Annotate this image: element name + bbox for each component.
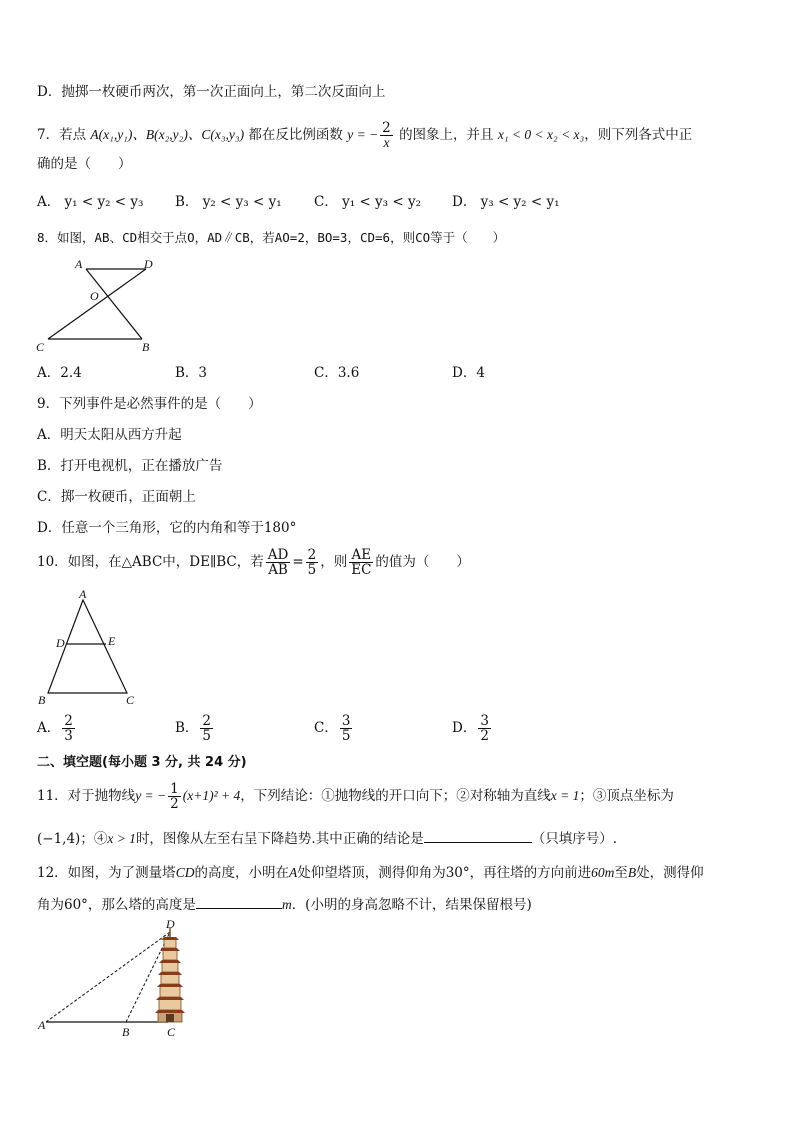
- q12-a: A: [288, 865, 298, 880]
- q9-option-d: D．任意一个三角形，它的内角和等于180°: [37, 520, 297, 536]
- q10-label-d: D: [56, 636, 65, 650]
- q11-tail2: ；③顶点坐标为: [579, 788, 674, 804]
- q12-distance: 60m: [591, 865, 615, 880]
- q10-fraction-2-5: [306, 548, 319, 577]
- q10-option-c: [314, 714, 354, 743]
- q10-option-d-den: 2: [480, 728, 489, 744]
- q10-equals: =: [292, 554, 304, 570]
- q7-func-lhs: y = −: [347, 127, 379, 142]
- q10-label-c: C: [126, 693, 135, 707]
- q11-func-b: (x+1)² + 4: [182, 788, 241, 803]
- q10-f3-num: AE: [349, 548, 373, 563]
- q7-func-den: x: [383, 135, 390, 150]
- q11-line1: [37, 782, 674, 811]
- q12-line1-e: 处，测得仰: [636, 865, 704, 881]
- q12-figure: [30, 918, 210, 1040]
- q8-label-a: A: [75, 257, 83, 271]
- q11-tail: ，下列结论：①抛物线的开口向下；②对称轴为直线: [240, 788, 551, 804]
- q12-line1-a: 12．如图，为了测量塔: [37, 865, 176, 881]
- q8-option-d: D．4: [452, 365, 485, 381]
- q7-stem: [37, 121, 692, 150]
- q10-prefix: 10．如图，在△ABC中，DE∥BC，若: [37, 554, 264, 570]
- q10-option-d-num: 3: [480, 713, 489, 729]
- q10-option-c-num: 3: [341, 713, 351, 729]
- q12-cd: CD: [175, 865, 195, 880]
- q8-label-b: B: [142, 340, 150, 354]
- q10-f1-num: AD: [267, 547, 289, 563]
- q12-line1-c: 处仰望塔顶，测得仰角为30°，再往塔的方向前进: [297, 865, 592, 881]
- q12-line1-b: 的高度，小明在: [194, 865, 289, 881]
- q11-prefix: 11．对于抛物线: [37, 788, 136, 804]
- q11-item4: ；④: [80, 831, 108, 847]
- q11-func-a: y = −: [135, 788, 167, 803]
- q10-option-b-num: 2: [202, 713, 212, 729]
- q12-label-c: C: [167, 1025, 176, 1039]
- q10-label-e: E: [108, 634, 116, 648]
- q8-option-b: B．3: [175, 365, 208, 381]
- q10-option-d-fraction: [478, 714, 491, 743]
- q8-option-c: C．3.6: [314, 365, 360, 381]
- q10-option-b-den: 5: [202, 728, 212, 744]
- q8-option-a: A．2.4: [37, 365, 82, 381]
- q11-func-fraction: [168, 782, 181, 811]
- q10-option-c-den: 5: [341, 728, 351, 744]
- q7-tail2: ，则下列各式中正: [584, 127, 693, 143]
- q10-option-a-letter: A．: [37, 720, 61, 736]
- q9-option-b: B．打开电视机，正在播放广告: [37, 458, 223, 474]
- q7-func-num: 2: [382, 120, 391, 136]
- q9-option-c: C．掷一枚硬币，正面朝上: [37, 489, 196, 505]
- q12-label-a: A: [38, 1018, 46, 1032]
- q12-sightline-a: [46, 932, 170, 1022]
- q10-figure: [30, 586, 150, 708]
- q10-option-a-fraction: [62, 714, 75, 743]
- q10-stem: [37, 548, 470, 577]
- q10-option-c-fraction: [340, 714, 353, 743]
- q11-vertex: (−1,4): [37, 831, 81, 847]
- q11-func-num: 1: [170, 781, 179, 797]
- q10-option-d: [452, 714, 493, 743]
- q12-line2: [37, 894, 532, 914]
- q10-option-a-num: 2: [64, 713, 73, 729]
- q12-line1: [37, 864, 704, 882]
- q12-label-b: B: [122, 1025, 130, 1039]
- q6-option-d: D．抛掷一枚硬币两次，第一次正面向上，第二次反面向上: [37, 84, 386, 100]
- q10-option-d-letter: D．: [452, 720, 477, 736]
- q10-mid: ，则: [320, 554, 348, 570]
- q10-option-a-den: 3: [64, 728, 73, 744]
- q10-label-b: B: [38, 693, 46, 707]
- q7-option-a: A． y₁ < y₂ < y₃: [37, 194, 144, 210]
- q8-segment-dc: [48, 269, 146, 339]
- q7-condition: x₁ < 0 < x₂ < x₃: [497, 127, 585, 142]
- pagoda-icon: [155, 928, 185, 1022]
- q10-option-b: [175, 714, 215, 743]
- q8-segment-ab: [86, 269, 142, 339]
- q11-answer-blank[interactable]: [424, 828, 532, 843]
- q7-func-fraction: [380, 121, 393, 150]
- q8-stem: 8．如图，AB、CD相交于点O，AD∥CB，若AO=2，BO=3，CD=6，则CO等于（ ）: [37, 230, 506, 245]
- q10-f2-num: 2: [307, 547, 317, 563]
- q12-line1-d: 至: [614, 865, 628, 881]
- q12-line2-b: ．(小明的身高忽略不计，结果保留根号): [291, 897, 532, 913]
- q12-line2-a: 角为60°，那么塔的高度是: [37, 897, 196, 913]
- q10-f3-den: EC: [351, 562, 372, 578]
- q9-option-a: A．明天太阳从西方升起: [37, 427, 182, 443]
- q10-f2-den: 5: [307, 562, 317, 578]
- q7-prefix: 7．若点: [37, 127, 87, 143]
- q12-b: B: [627, 865, 637, 880]
- q8-label-c: C: [36, 340, 45, 354]
- q9-stem: 9．下列事件是必然事件的是（ ）: [37, 396, 262, 412]
- q7-tail: 的图象上，并且: [399, 127, 494, 143]
- q7-mid: 都在反比例函数: [248, 127, 343, 143]
- q11-func-den: 2: [170, 796, 179, 812]
- q8-label-o: O: [90, 289, 99, 303]
- q7-line2: 确的是（ ）: [37, 156, 132, 172]
- section-title-fill-blank: 二、填空题(每小题 3 分, 共 24 分): [37, 755, 247, 770]
- q12-label-d: D: [166, 918, 175, 931]
- q7-option-c: C． y₁ < y₃ < y₂: [314, 194, 422, 210]
- q7-option-d: D． y₃ < y₂ < y₁: [452, 194, 560, 210]
- q10-f1-den: AB: [268, 562, 288, 578]
- q11-condition: x > 1: [107, 831, 136, 846]
- q11-line2: [37, 828, 617, 848]
- q12-answer-blank[interactable]: [196, 894, 282, 909]
- q8-figure: [30, 253, 170, 358]
- q10-fraction-ae-ec: [349, 548, 373, 577]
- q10-option-b-fraction: [200, 714, 213, 743]
- q10-fraction-ad-ab: [266, 548, 291, 577]
- q10-option-b-letter: B．: [175, 720, 199, 736]
- q8-label-d: D: [144, 257, 153, 271]
- q10-option-c-letter: C．: [314, 720, 338, 736]
- q11-note: （只填序号）.: [531, 831, 618, 847]
- q7-points: A(x₁,y₁)、B(x₂,y₂)、C(x₃,y₃): [90, 127, 245, 142]
- q12-unit: m: [281, 897, 292, 912]
- q10-tail: 的值为（ ）: [375, 554, 470, 570]
- q10-option-a: [37, 714, 77, 743]
- q7-option-b: B． y₂ < y₃ < y₁: [175, 194, 282, 210]
- q11-statement: 时，图像从左至右呈下降趋势.其中正确的结论是: [135, 831, 424, 847]
- q10-label-a: A: [79, 587, 87, 601]
- q11-axis: x = 1: [550, 788, 580, 803]
